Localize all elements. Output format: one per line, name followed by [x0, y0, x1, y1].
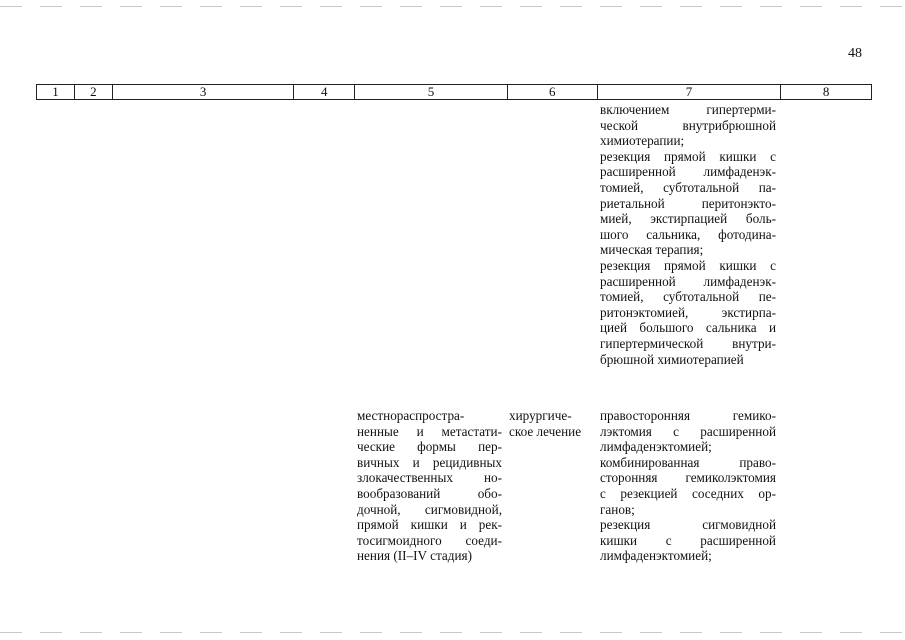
text-line: резекция сигмовидной [600, 517, 776, 533]
text-line: нения (II–IV стадия) [357, 548, 472, 564]
scan-artifact-top [0, 6, 905, 7]
text-line: местнораспростра- [357, 408, 465, 423]
text-line: вичных и рецидивных [357, 454, 502, 470]
scan-artifact-bottom [0, 632, 905, 633]
header-col-5: 5 [355, 85, 508, 99]
header-col-4: 4 [294, 85, 355, 99]
text-line: лимфаденэктомией; [600, 548, 712, 564]
col7-treatment-methods-continued [600, 102, 776, 367]
text-line: вообразований обо- [357, 485, 502, 501]
text-line: прямой кишки и рек- [357, 517, 502, 533]
header-col-7: 7 [598, 85, 782, 99]
text-line: шого сальника, фотодина- [600, 226, 776, 242]
text-line: риетальной перитонэкто- [600, 195, 776, 211]
col5-diagnosis-description [357, 408, 502, 564]
text-line: лэктомия с расширенной [600, 423, 776, 439]
text-line: гипертермической внутри- [600, 335, 776, 351]
header-col-2: 2 [75, 85, 113, 99]
header-col-6: 6 [508, 85, 598, 99]
page-number: 48 [848, 46, 862, 61]
text-line: расширенной лимфаденэк- [600, 164, 776, 180]
text-line: ческие формы пер- [357, 439, 502, 455]
header-col-1: 1 [37, 85, 75, 99]
text-line: томией, субтотальной пе- [600, 289, 776, 305]
text-line: тосигмоидного соеди- [357, 532, 502, 548]
text-line: расширенной лимфаденэк- [600, 273, 776, 289]
text-line: резекция прямой кишки с [600, 148, 776, 164]
col7-treatment-methods [600, 408, 776, 564]
text-line: сторонняя гемиколэктомия [600, 470, 776, 486]
text-line: ганов; [600, 501, 635, 517]
text-line: комбинированная право- [600, 454, 776, 470]
text-line: брюшной химиотерапией [600, 351, 744, 367]
text-line: ское лечение [509, 423, 582, 439]
text-line: с резекцией соседних ор- [600, 485, 776, 501]
header-col-3: 3 [113, 85, 295, 99]
text-line: хирургиче- [509, 408, 572, 423]
text-line: томией, субтотальной па- [600, 179, 776, 195]
text-line: химиотерапии; [600, 133, 685, 149]
table-header-row [36, 84, 872, 100]
text-line: мическая терапия; [600, 242, 704, 258]
text-line: резекция прямой кишки с [600, 257, 776, 273]
text-line: ритонэктомией, экстирпа- [600, 304, 776, 320]
text-line: мией, экстирпацией боль- [600, 211, 776, 227]
text-line: цией большого сальника и [600, 320, 776, 336]
text-line: лимфаденэктомией; [600, 439, 712, 455]
text-line: правосторонняя гемико- [600, 408, 776, 423]
text-line: ческой внутрибрюшной [600, 117, 776, 133]
text-line: злокачественных но- [357, 470, 502, 486]
header-col-8: 8 [822, 84, 830, 99]
text-line: ненные и метастати- [357, 423, 502, 439]
text-line: включением гипертерми- [600, 102, 776, 117]
text-line: кишки с расширенной [600, 532, 776, 548]
text-line: дочной, сигмовидной, [357, 501, 502, 517]
col6-treatment-type [509, 408, 597, 439]
